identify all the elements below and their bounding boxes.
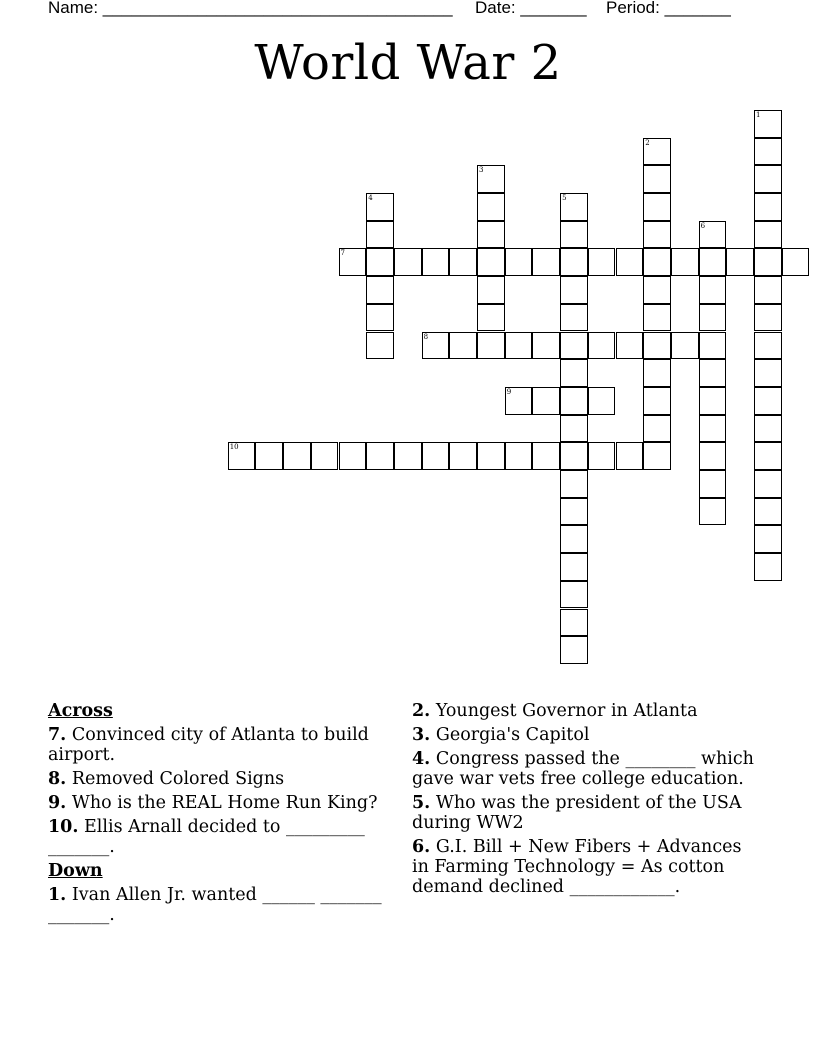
grid-cell[interactable] <box>366 442 394 470</box>
grid-cell[interactable] <box>477 165 505 193</box>
grid-cell[interactable] <box>560 415 588 443</box>
page-title: World War 2 <box>254 35 562 91</box>
grid-cell[interactable] <box>699 442 727 470</box>
grid-cell[interactable] <box>754 165 782 193</box>
grid-cell[interactable] <box>532 387 560 415</box>
clue-text: Who was the president of the USA during WW2 <box>412 793 742 833</box>
grid-cell[interactable] <box>643 138 671 166</box>
grid-cell[interactable] <box>643 165 671 193</box>
down-clue <box>412 749 762 789</box>
grid-cell[interactable] <box>643 193 671 221</box>
across-clue <box>48 725 398 765</box>
grid-cell[interactable] <box>643 442 671 470</box>
grid-cell[interactable] <box>560 332 588 360</box>
grid-cell[interactable] <box>366 304 394 332</box>
grid-cell[interactable] <box>394 248 422 276</box>
grid-cell[interactable] <box>588 387 616 415</box>
clue-number: 2. <box>412 701 431 721</box>
grid-cell[interactable] <box>560 248 588 276</box>
grid-cell[interactable] <box>422 332 450 360</box>
down-clue <box>48 885 398 925</box>
grid-cell[interactable] <box>754 553 782 581</box>
clue-number-label: 10 <box>229 443 239 452</box>
grid-cell[interactable] <box>754 442 782 470</box>
down-clue <box>412 725 762 745</box>
grid-cell[interactable] <box>643 248 671 276</box>
grid-cell[interactable] <box>255 442 283 470</box>
grid-cell[interactable] <box>449 332 477 360</box>
grid-cell[interactable] <box>754 276 782 304</box>
grid-cell[interactable] <box>505 442 533 470</box>
clue-number: 8. <box>48 769 67 789</box>
grid-cell[interactable] <box>366 276 394 304</box>
grid-cell[interactable] <box>699 498 727 526</box>
clue-number-label: 6 <box>700 221 706 230</box>
grid-cell[interactable] <box>532 332 560 360</box>
grid-cell[interactable] <box>754 359 782 387</box>
grid-cell[interactable] <box>560 193 588 221</box>
clue-number-label: 4 <box>368 194 373 202</box>
grid-cell[interactable] <box>366 193 394 221</box>
grid-cell[interactable] <box>477 248 505 276</box>
grid-cell[interactable] <box>616 332 644 360</box>
grid-cell[interactable] <box>699 415 727 443</box>
down-heading: Down <box>48 861 103 881</box>
grid-cell[interactable] <box>643 387 671 415</box>
grid-cell[interactable] <box>422 248 450 276</box>
grid-cell[interactable] <box>366 221 394 249</box>
clue-text: Convinced city of Atlanta to build airport. <box>48 725 369 765</box>
grid-cell[interactable] <box>477 442 505 470</box>
grid-cell[interactable] <box>560 359 588 387</box>
grid-cell[interactable] <box>643 276 671 304</box>
grid-cell[interactable] <box>643 415 671 443</box>
grid-cell[interactable] <box>754 221 782 249</box>
down-clue <box>412 793 762 833</box>
grid-cell[interactable] <box>754 193 782 221</box>
grid-cell[interactable] <box>394 442 422 470</box>
clues-right-column <box>412 701 762 901</box>
grid-cell[interactable] <box>339 248 367 276</box>
clue-text: Ivan Allen Jr. wanted ______ _______ _______. <box>48 885 382 925</box>
grid-cell[interactable] <box>754 138 782 166</box>
across-clue <box>48 793 398 813</box>
across-clue <box>48 817 398 857</box>
clue-number: 9. <box>48 793 67 813</box>
grid-cell[interactable] <box>754 525 782 553</box>
grid-cell[interactable] <box>616 442 644 470</box>
grid-cell[interactable] <box>477 304 505 332</box>
grid-cell[interactable] <box>366 248 394 276</box>
across-heading: Across <box>48 701 113 721</box>
down-clue <box>412 837 762 897</box>
grid-cell[interactable] <box>699 470 727 498</box>
date-field[interactable]: Date: _______ <box>475 0 587 17</box>
grid-cell[interactable] <box>671 332 699 360</box>
grid-cell[interactable] <box>477 221 505 249</box>
grid-cell[interactable] <box>366 332 394 360</box>
grid-cell[interactable] <box>754 332 782 360</box>
clue-number-label: 9 <box>506 387 512 396</box>
grid-cell[interactable] <box>505 332 533 360</box>
grid-cell[interactable] <box>449 442 477 470</box>
period-field[interactable]: Period: _______ <box>606 0 731 17</box>
clue-number: 10. <box>48 817 79 837</box>
grid-cell[interactable] <box>339 442 367 470</box>
grid-cell[interactable] <box>699 304 727 332</box>
grid-cell[interactable] <box>477 332 505 360</box>
grid-cell[interactable] <box>699 332 727 360</box>
grid-cell[interactable] <box>532 248 560 276</box>
grid-cell[interactable] <box>283 442 311 470</box>
grid-cell[interactable] <box>588 248 616 276</box>
grid-cell[interactable] <box>560 304 588 332</box>
grid-cell[interactable] <box>449 248 477 276</box>
clue-text: Georgia's Capitol <box>435 725 590 745</box>
clue-text: Youngest Governor in Atlanta <box>435 701 698 721</box>
clue-number-label: 5 <box>562 194 567 202</box>
grid-cell[interactable] <box>643 332 671 360</box>
grid-cell[interactable] <box>560 636 588 664</box>
grid-cell[interactable] <box>699 221 727 249</box>
clue-number-label: 7 <box>340 249 345 258</box>
grid-cell[interactable] <box>228 442 256 470</box>
grid-cell[interactable] <box>754 248 782 276</box>
clue-text: Ellis Arnall decided to _________ _______. <box>48 817 365 857</box>
grid-cell[interactable] <box>643 304 671 332</box>
grid-cell[interactable] <box>754 470 782 498</box>
grid-cell[interactable] <box>560 221 588 249</box>
down-clue <box>412 701 762 721</box>
grid-cell[interactable] <box>560 498 588 526</box>
grid-cell[interactable] <box>477 193 505 221</box>
grid-cell[interactable] <box>560 553 588 581</box>
clue-number: 6. <box>412 837 431 857</box>
grid-cell[interactable] <box>643 221 671 249</box>
grid-cell[interactable] <box>477 276 505 304</box>
grid-cell[interactable] <box>754 415 782 443</box>
clue-number-label: 1 <box>756 110 761 119</box>
clue-text: Removed Colored Signs <box>71 769 285 789</box>
grid-cell[interactable] <box>560 387 588 415</box>
grid-cell[interactable] <box>588 442 616 470</box>
grid-cell[interactable] <box>422 442 450 470</box>
grid-cell[interactable] <box>754 304 782 332</box>
clue-number: 7. <box>48 725 67 745</box>
name-field[interactable]: Name: _____________________________________ <box>48 0 453 17</box>
clue-number-label: 3 <box>479 166 484 175</box>
grid-cell[interactable] <box>699 387 727 415</box>
grid-cell[interactable] <box>699 248 727 276</box>
grid-cell[interactable] <box>699 359 727 387</box>
grid-cell[interactable] <box>560 442 588 470</box>
grid-cell[interactable] <box>560 525 588 553</box>
clue-number-label: 8 <box>423 332 429 341</box>
grid-cell[interactable] <box>560 470 588 498</box>
clue-text: Who is the REAL Home Run King? <box>71 793 378 813</box>
clue-number-label: 2 <box>645 138 650 147</box>
clue-text: G.I. Bill + New Fibers + Advances in Farming Technology = As cotton demand declined ____________. <box>412 837 742 897</box>
clue-text: Congress passed the ________ which gave war vets free college education. <box>412 749 754 789</box>
across-clue <box>48 769 398 789</box>
grid-cell[interactable] <box>588 332 616 360</box>
clue-number: 5. <box>412 793 431 813</box>
grid-cell[interactable] <box>643 359 671 387</box>
clue-number: 1. <box>48 885 67 905</box>
grid-cell[interactable] <box>782 248 810 276</box>
grid-cell[interactable] <box>311 442 339 470</box>
grid-cell[interactable] <box>754 387 782 415</box>
grid-cell[interactable] <box>726 248 754 276</box>
clue-number: 3. <box>412 725 431 745</box>
clues-left-column <box>48 701 398 929</box>
grid-cell[interactable] <box>560 609 588 637</box>
grid-cell[interactable] <box>754 498 782 526</box>
grid-cell[interactable] <box>505 248 533 276</box>
clue-number: 4. <box>412 749 431 769</box>
grid-cell[interactable] <box>616 248 644 276</box>
grid-cell[interactable] <box>754 110 782 138</box>
grid-cell[interactable] <box>699 276 727 304</box>
grid-cell[interactable] <box>560 276 588 304</box>
grid-cell[interactable] <box>532 442 560 470</box>
grid-cell[interactable] <box>671 248 699 276</box>
grid-cell[interactable] <box>505 387 533 415</box>
grid-cell[interactable] <box>560 581 588 609</box>
